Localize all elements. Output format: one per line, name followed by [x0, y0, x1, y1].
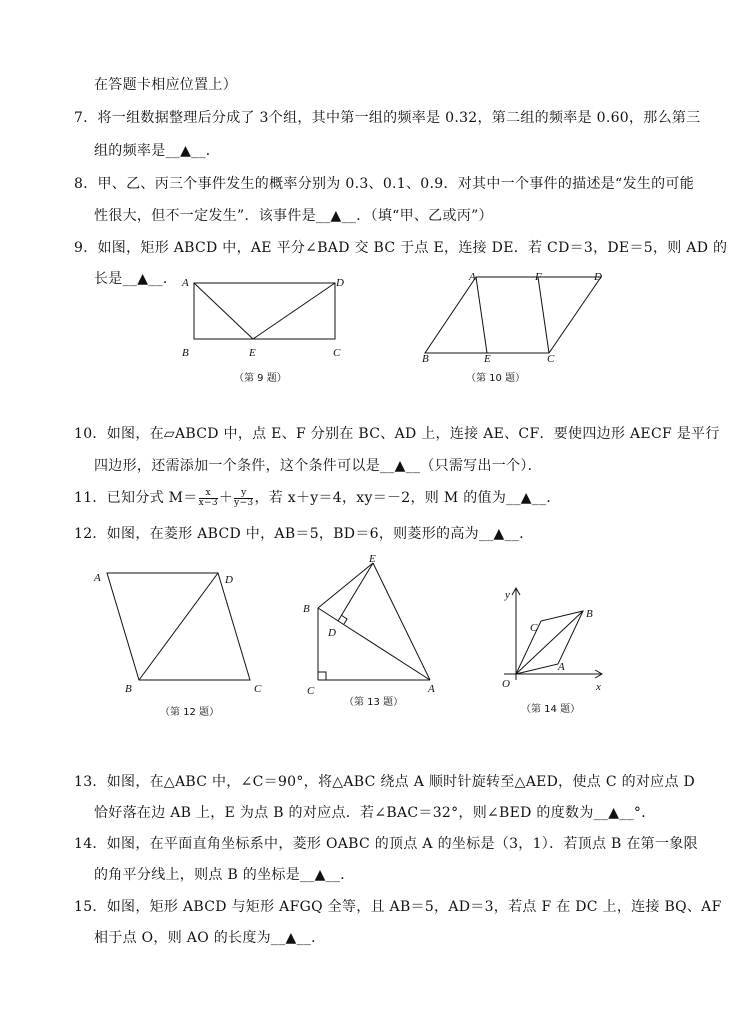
fig10-label-e: E	[484, 353, 491, 365]
fig14-label-a: A	[558, 661, 565, 673]
fig10-label-c: C	[547, 353, 555, 365]
q11-f2-numerator: y	[234, 489, 253, 499]
fig13-caption: （第 13 题）	[344, 697, 404, 708]
q11-f1-numerator: x	[199, 489, 218, 499]
fig12-caption: （第 12 题）	[160, 707, 220, 718]
q9-line2: 长是__▲__．	[94, 271, 178, 287]
fig12-label-d: D	[225, 574, 233, 586]
fig9-caption: （第 9 题）	[234, 373, 287, 384]
fig9-label-e: E	[249, 347, 256, 359]
fig13-label-c: C	[307, 685, 315, 697]
q6-continuation: 在答题卡相应位置上）	[94, 77, 237, 93]
q10-line2: 四边形，还需添加一个条件，这个条件可以是__▲__（只需写出一个）．	[94, 458, 542, 474]
q11-f2-denominator: y−3	[234, 497, 254, 508]
fig14-caption: （第 14 题）	[521, 704, 581, 715]
q15-line2: 相于点 O，则 AO 的长度为__▲__．	[94, 930, 326, 946]
fig13-label-e: E	[369, 553, 376, 565]
q11-suffix: ，若 x＋y＝4，xy＝－2，则 M 的值为__▲__．	[254, 490, 561, 506]
fig10-label-d: D	[594, 271, 602, 283]
q14-line2: 的角平分线上，则点 B 的坐标是__▲__．	[94, 867, 355, 883]
fig14-label-c: C	[530, 622, 538, 634]
fig14-label-x: x	[596, 681, 601, 693]
q11-plus: ＋	[218, 490, 234, 506]
q12-line: 12．如图，在菱形 ABCD 中，AB＝5，BD＝6，则菱形的高为__▲__．	[74, 526, 534, 542]
q13-line2: 恰好落在边 AB 上，E 为点 B 的对应点．若∠BAC＝32°，则∠BED 的度数为__▲__°．	[94, 805, 656, 821]
fig13-label-a: A	[428, 683, 435, 695]
fig13-label-d: D	[328, 627, 336, 639]
fig12-label-b: B	[125, 683, 132, 695]
fig12-label-a: A	[94, 572, 101, 584]
q11-f1-denominator: x−3	[198, 497, 218, 508]
fig12-label-c: C	[254, 683, 262, 695]
q8-line2: 性很大，但不一定发生”．该事件是__▲__．（填“甲、乙或丙”）	[94, 208, 493, 224]
q7-line1: 7．将一组数据整理后分成了 3个组，其中第一组的频率是 0.32，第二组的频率是 0.60，那么第三	[74, 110, 701, 126]
q13-line1: 13．如图，在△ABC 中，∠C＝90°，将△ABC 绕点 A 顺时针旋转至△AED，使点 C 的对应点 D	[74, 774, 696, 790]
fig9-label-d: D	[336, 277, 344, 289]
q8-line1: 8．甲、乙、丙三个事件发生的概率分别为 0.3、0.1、0.9．对其中一个事件的描述是“发生的可能	[74, 176, 695, 192]
q10-line1: 10．如图，在▱ABCD 中，点 E、F 分别在 BC、AD 上，连接 AE、CF．要使四边形 AECF 是平行	[74, 426, 720, 442]
fig14-label-o: O	[502, 678, 510, 690]
q11-prefix: 11．已知分式 M＝	[74, 490, 198, 506]
fig10-caption: （第 10 题）	[466, 373, 526, 384]
q9-line1: 9．如图，矩形 ABCD 中，AE 平分∠BAD 交 BC 于点 E，连接 DE．若 CD＝3，DE＝5，则 AD 的	[74, 240, 728, 256]
fig14-label-b: B	[586, 608, 593, 620]
q7-line2: 组的频率是__▲__．	[94, 143, 221, 159]
q15-line1: 15．如图，矩形 ABCD 与矩形 AFGQ 全等，且 AB＝5，AD＝3，若点 F 在 DC 上，连接 BQ、AF	[74, 899, 722, 915]
fig9-label-a: A	[182, 277, 189, 289]
q14-line1: 14．如图，在平面直角坐标系中，菱形 OABC 的顶点 A 的坐标是（3，1）．若顶点 B 在第一象限	[74, 836, 698, 852]
fig10-label-f: F	[535, 271, 542, 283]
fig10-label-a: A	[469, 271, 476, 283]
fig9-label-b: B	[182, 347, 189, 359]
fig13-label-b: B	[303, 603, 310, 615]
fig9-label-c: C	[333, 347, 341, 359]
fig10-label-b: B	[422, 353, 429, 365]
fig14-label-y: y	[505, 589, 510, 601]
